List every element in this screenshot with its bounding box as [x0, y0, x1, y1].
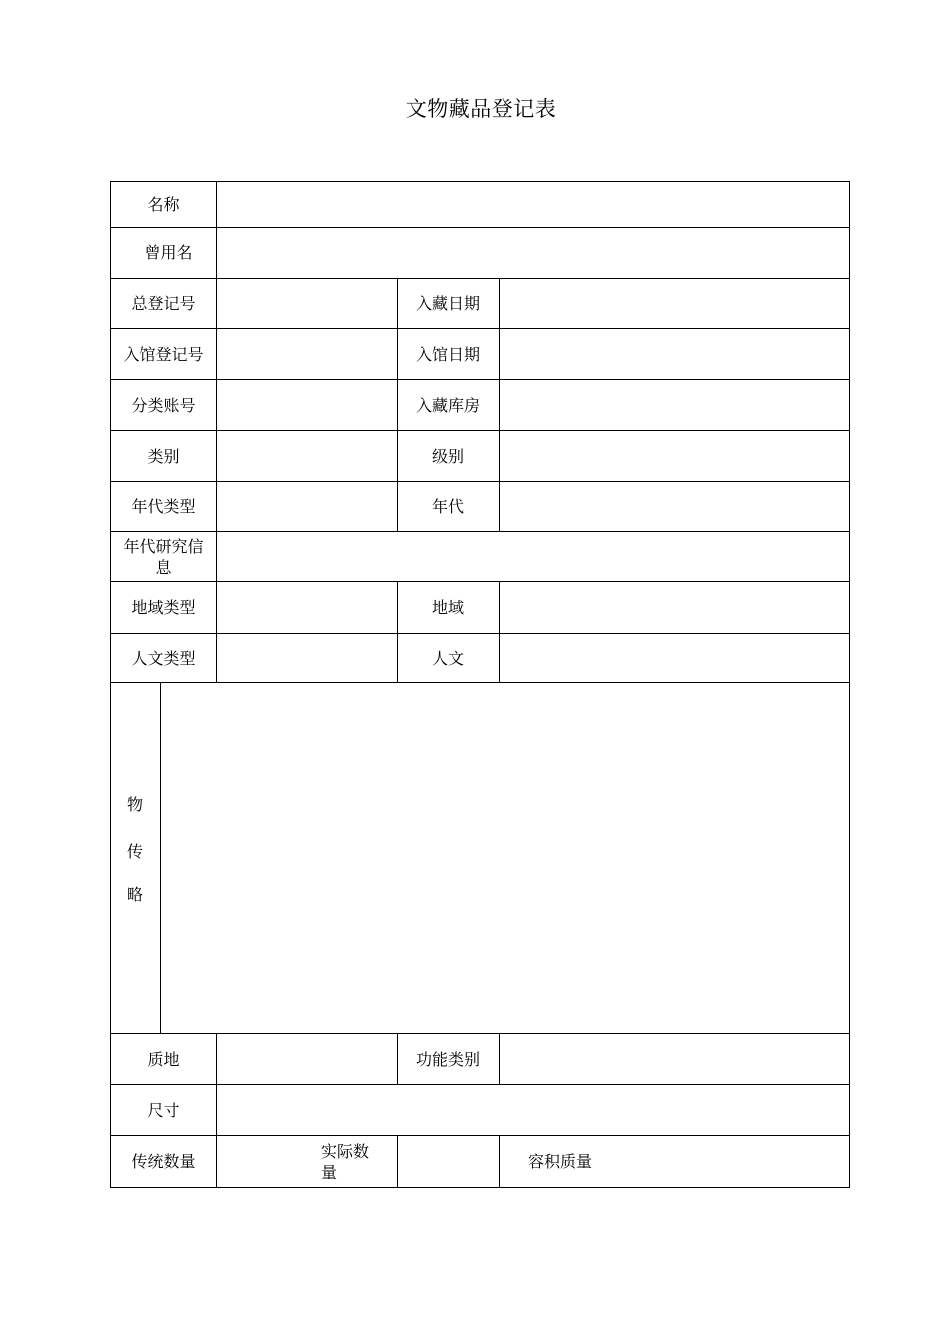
- actual-qty-field[interactable]: [398, 1136, 499, 1187]
- region-label: 地域: [431, 598, 464, 617]
- humanity-type-field[interactable]: [217, 634, 397, 682]
- size-field[interactable]: [217, 1085, 849, 1135]
- name-field[interactable]: [217, 182, 849, 227]
- page-title: 文物藏品登记表: [405, 97, 557, 121]
- material-field[interactable]: [217, 1034, 397, 1084]
- storeroom-field[interactable]: [500, 381, 849, 430]
- material-label: 质地: [147, 1049, 180, 1069]
- era-field[interactable]: [500, 482, 849, 531]
- account-no-label: 分类账号: [131, 395, 196, 415]
- name-label: 名称: [147, 194, 180, 214]
- biography-label-char-3: 略: [127, 885, 144, 904]
- era-research-label-line-1: 年代研究信: [123, 537, 204, 556]
- account-no-field[interactable]: [217, 381, 397, 430]
- traditional-qty-label: 传统数量: [131, 1152, 196, 1171]
- museum-reg-no-field[interactable]: [217, 330, 397, 379]
- museum-date-label: 入馆日期: [415, 344, 480, 364]
- region-type-label: 地域类型: [131, 598, 196, 617]
- total-reg-no-field[interactable]: [217, 279, 397, 328]
- total-reg-no-label: 总登记号: [131, 293, 196, 313]
- category-label: 类别: [147, 446, 180, 466]
- storeroom-label: 入藏库房: [415, 395, 480, 415]
- category-field[interactable]: [217, 432, 397, 481]
- era-label: 年代: [431, 497, 464, 516]
- museum-date-field[interactable]: [500, 330, 849, 379]
- traditional-qty-field[interactable]: [217, 1136, 297, 1187]
- actual-qty-label: [300, 1136, 397, 1188]
- humanity-label: 人文: [431, 648, 464, 668]
- era-research-field[interactable]: [217, 532, 849, 581]
- alias-label: 曾用名: [144, 243, 193, 262]
- function-category-field[interactable]: [500, 1034, 849, 1084]
- era-type-field[interactable]: [217, 482, 397, 531]
- grade-label: 级别: [431, 446, 464, 466]
- collect-date-field[interactable]: [500, 279, 849, 328]
- grade-field[interactable]: [500, 432, 849, 481]
- biography-field[interactable]: [161, 683, 849, 1033]
- biography-label-char-1: 物: [127, 795, 144, 814]
- region-type-field[interactable]: [217, 582, 397, 633]
- era-type-label: 年代类型: [131, 497, 196, 516]
- size-label: 尺寸: [147, 1100, 180, 1120]
- actual-qty-label-line-1: 实际数: [321, 1142, 370, 1161]
- alias-field[interactable]: [217, 228, 849, 278]
- region-field[interactable]: [500, 582, 849, 633]
- biography-label: [110, 682, 160, 1033]
- volume-mass-label: 容积质量: [528, 1152, 593, 1171]
- collect-date-label: 入藏日期: [415, 293, 480, 313]
- humanity-type-label: 人文类型: [131, 648, 196, 668]
- humanity-field[interactable]: [500, 634, 849, 682]
- biography-label-char-2: 传: [127, 842, 144, 861]
- actual-qty-label-line-2: 量: [321, 1163, 338, 1182]
- function-category-label: 功能类别: [415, 1049, 480, 1069]
- era-research-label: [110, 532, 217, 582]
- museum-reg-no-label: 入馆登记号: [123, 344, 204, 364]
- era-research-label-line-2: 息: [155, 558, 172, 577]
